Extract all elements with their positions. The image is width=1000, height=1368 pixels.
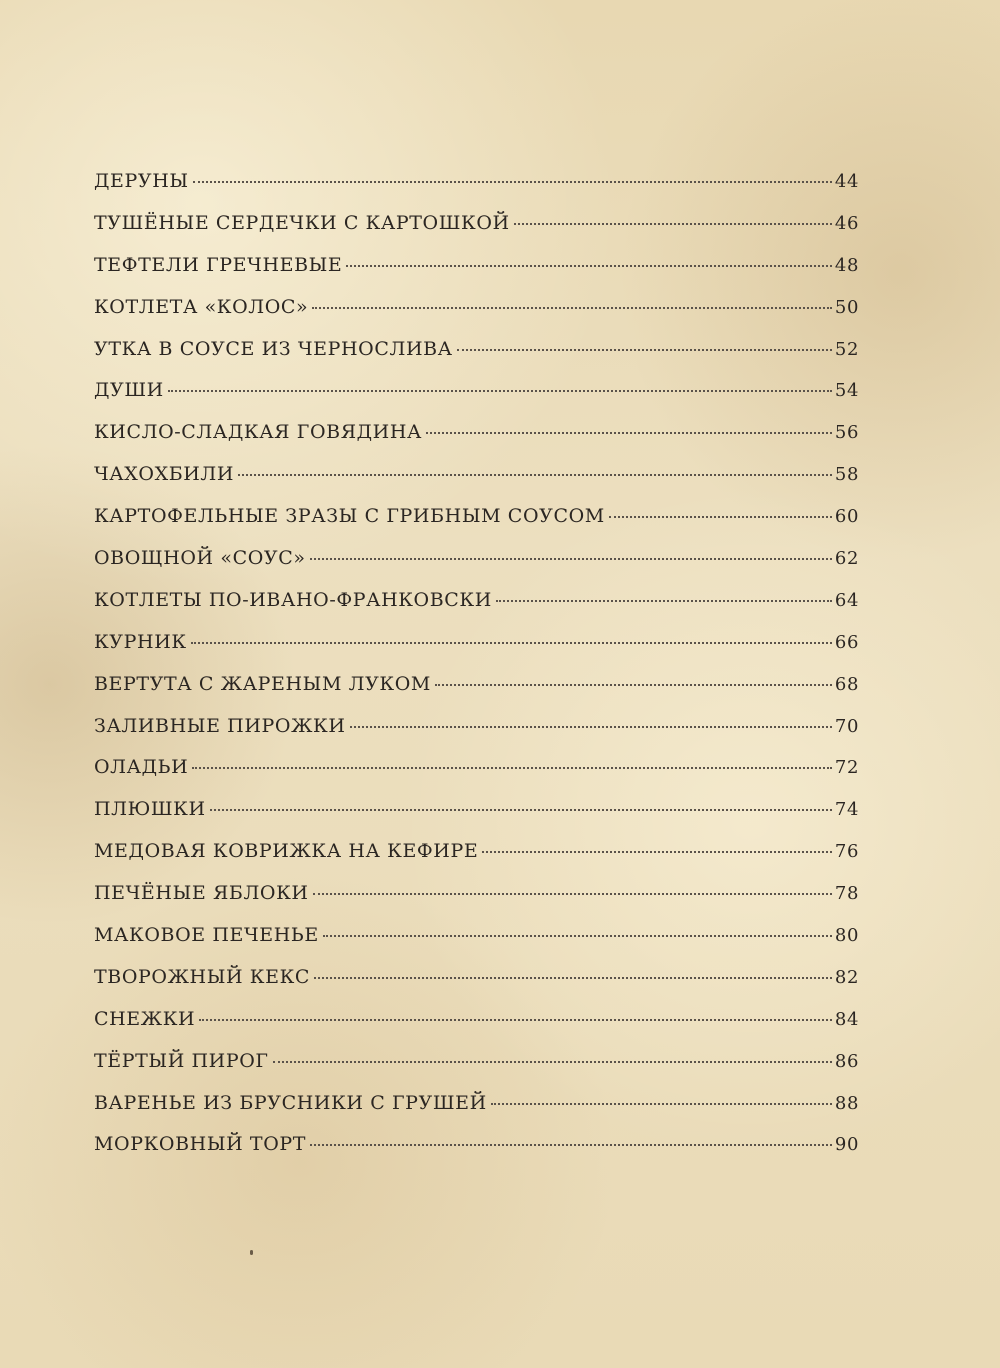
toc-entry	[94, 756, 859, 798]
toc-entry-title: ТУШЁНЫЕ СЕРДЕЧКИ С КАРТОШКОЙ	[94, 211, 510, 234]
dot-leader	[199, 1019, 832, 1021]
dot-leader	[210, 809, 832, 811]
toc-entry-title: ТЕФТЕЛИ ГРЕЧНЕВЫЕ	[94, 253, 343, 276]
toc-entry-title: МЕДОВАЯ КОВРИЖКА НА КЕФИРЕ	[94, 840, 479, 863]
toc-entry-title: ДУШИ	[94, 379, 164, 402]
toc-entry-page-number: 56	[834, 422, 859, 444]
dot-leader	[350, 726, 832, 728]
dot-leader	[496, 600, 832, 602]
toc-entry	[94, 673, 859, 715]
table-of-contents	[94, 170, 859, 1175]
toc-entry	[94, 882, 859, 924]
toc-entry	[94, 966, 859, 1008]
toc-entry-title: ОВОЩНОЙ «СОУС»	[94, 547, 306, 570]
toc-entry-title: ПЛЮШКИ	[94, 798, 206, 821]
dot-leader	[514, 223, 832, 225]
toc-entry	[94, 254, 859, 296]
toc-entry-page-number: 44	[834, 171, 859, 192]
toc-entry	[94, 715, 859, 757]
dot-leader	[193, 181, 832, 183]
toc-entry	[94, 296, 859, 338]
dot-leader	[238, 474, 832, 476]
toc-entry	[94, 798, 859, 840]
toc-entry	[94, 589, 859, 631]
toc-entry-page-number: 88	[834, 1092, 859, 1114]
toc-entry	[94, 505, 859, 547]
toc-entry	[94, 379, 859, 421]
dot-leader	[457, 349, 832, 351]
toc-entry-title: КИСЛО-СЛАДКАЯ ГОВЯДИНА	[94, 421, 423, 444]
dot-leader	[426, 432, 832, 434]
toc-entry-page-number: 90	[834, 1134, 859, 1156]
toc-entry-title: СНЕЖКИ	[94, 1007, 196, 1030]
toc-entry-title: МОРКОВНЫЙ ТОРТ	[94, 1133, 307, 1156]
toc-entry	[94, 631, 859, 673]
toc-entry-page-number: 64	[834, 589, 859, 611]
toc-entry-page-number: 52	[834, 338, 859, 360]
toc-entry-title: ТВОРОЖНЫЙ КЕКС	[94, 965, 311, 988]
toc-entry	[94, 547, 859, 589]
toc-entry-title: ВАРЕНЬЕ ИЗ БРУСНИКИ С ГРУШЕЙ	[94, 1091, 487, 1114]
toc-entry-page-number: 76	[834, 841, 859, 863]
dot-leader	[323, 935, 832, 937]
toc-entry-page-number: 54	[834, 380, 859, 402]
toc-entry	[94, 212, 859, 254]
dot-leader	[313, 893, 832, 895]
toc-entry-title: ДЕРУНЫ	[94, 170, 189, 192]
dot-leader	[310, 1144, 832, 1146]
dot-leader	[273, 1061, 832, 1063]
toc-entry-page-number: 80	[834, 925, 859, 947]
dot-leader	[314, 977, 832, 979]
dot-leader	[491, 1103, 832, 1105]
toc-entry-page-number: 62	[834, 548, 859, 570]
dot-leader	[191, 642, 832, 644]
toc-entry-title: ОЛАДЬИ	[94, 756, 189, 779]
toc-entry-title: ЧАХОХБИЛИ	[94, 463, 235, 486]
toc-entry-title: УТКА В СОУСЕ ИЗ ЧЕРНОСЛИВА	[94, 337, 453, 360]
toc-entry	[94, 1092, 859, 1134]
toc-entry-page-number: 58	[834, 464, 859, 486]
toc-entry-page-number: 48	[834, 254, 859, 276]
dot-leader	[168, 390, 832, 392]
paper-speck	[250, 1250, 253, 1255]
toc-entry-title: КОТЛЕТА «КОЛОС»	[94, 295, 309, 318]
toc-entry-page-number: 46	[834, 212, 859, 234]
toc-entry-page-number: 72	[834, 757, 859, 779]
toc-entry	[94, 924, 859, 966]
toc-entry	[94, 338, 859, 380]
toc-entry-page-number: 68	[834, 673, 859, 695]
toc-entry-title: КОТЛЕТЫ ПО-ИВАНО-ФРАНКОВСКИ	[94, 588, 492, 611]
dot-leader	[310, 558, 832, 560]
toc-entry	[94, 463, 859, 505]
toc-entry-page-number: 50	[834, 296, 859, 318]
toc-entry-title: ТЁРТЫЙ ПИРОГ	[94, 1049, 269, 1072]
toc-entry-page-number: 86	[834, 1050, 859, 1072]
toc-entry-title: ВЕРТУТА С ЖАРЕНЫМ ЛУКОМ	[94, 672, 431, 695]
toc-entry-page-number: 70	[834, 715, 859, 737]
toc-entry	[94, 1050, 859, 1092]
dot-leader	[312, 307, 832, 309]
toc-entry	[94, 1133, 859, 1175]
toc-entry	[94, 1008, 859, 1050]
toc-entry-page-number: 78	[834, 883, 859, 905]
toc-entry-page-number: 66	[834, 631, 859, 653]
toc-entry-page-number: 82	[834, 966, 859, 988]
toc-entry-title: ЗАЛИВНЫЕ ПИРОЖКИ	[94, 714, 346, 737]
toc-entry-title: МАКОВОЕ ПЕЧЕНЬЕ	[94, 924, 319, 947]
dot-leader	[609, 516, 832, 518]
toc-entry-title: КУРНИК	[94, 630, 187, 653]
dot-leader	[346, 265, 831, 267]
dot-leader	[482, 851, 832, 853]
toc-entry-title: ПЕЧЁНЫЕ ЯБЛОКИ	[94, 882, 309, 905]
toc-entry	[94, 170, 859, 212]
dot-leader	[192, 767, 832, 769]
dot-leader	[435, 684, 832, 686]
toc-entry	[94, 421, 859, 463]
toc-entry-page-number: 74	[834, 799, 859, 821]
toc-entry-title: КАРТОФЕЛЬНЫЕ ЗРАЗЫ С ГРИБНЫМ СОУСОМ	[94, 505, 605, 528]
toc-entry-page-number: 84	[834, 1008, 859, 1030]
toc-entry-page-number: 60	[834, 506, 859, 528]
toc-entry	[94, 840, 859, 882]
